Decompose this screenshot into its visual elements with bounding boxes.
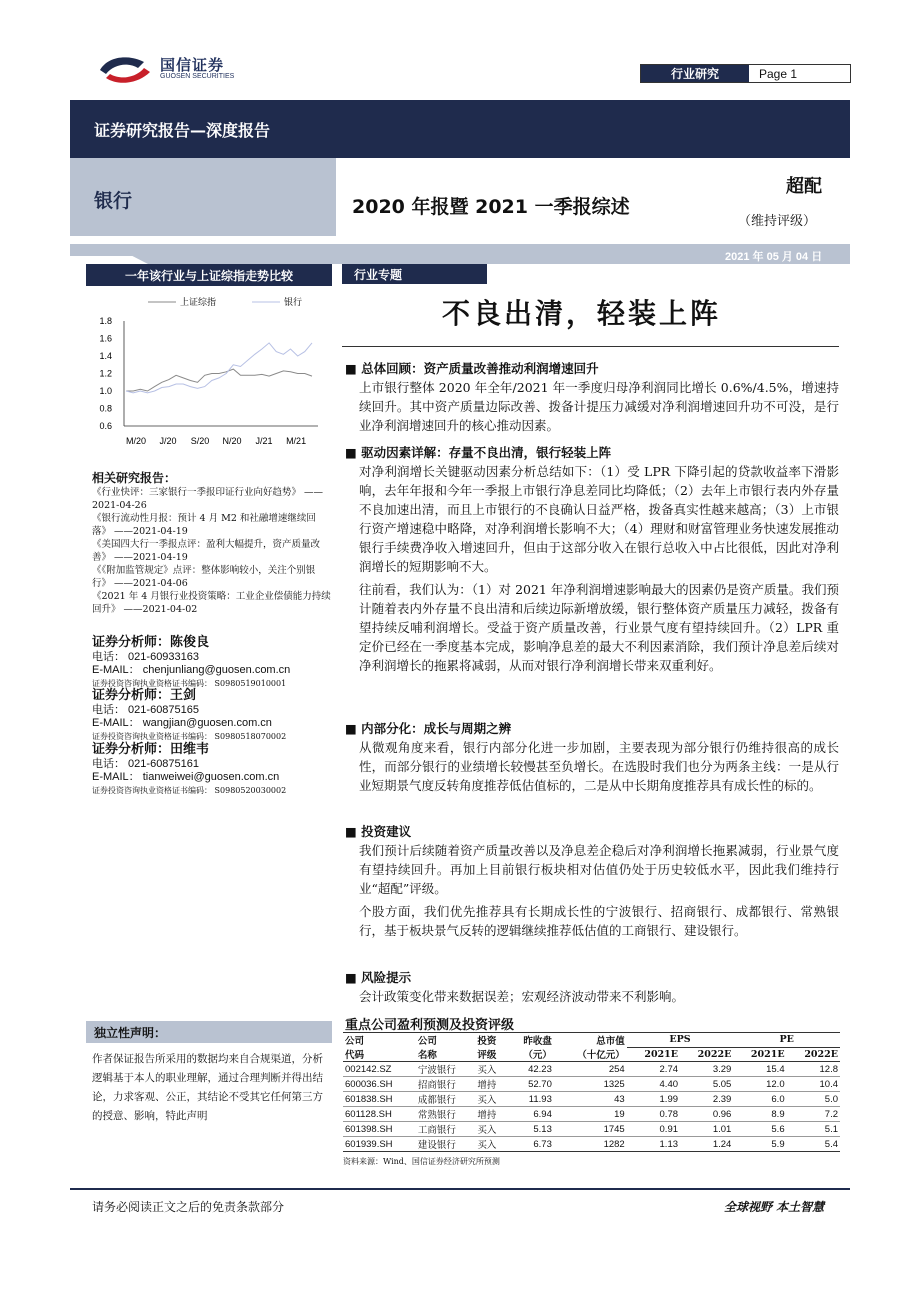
table-cell: 1325 [554,1077,627,1092]
analyst-block [92,741,332,797]
footer-slogan: 全球视野 本土智慧 [724,1200,825,1214]
table-cell: 19 [554,1107,627,1122]
table-header-row [343,1033,840,1048]
x-tick-label: S/20 [190,436,210,446]
y-tick-label: 0.8 [99,403,112,414]
table-cell: 5.4 [787,1137,840,1152]
table-header: （元） [508,1047,554,1062]
section-paragraph: 我们预计后续随着资产质量改善以及净息差企稳后对净利润增长拖累减弱，行业景气度有望持续回升。再加上目前银行板块相对估值仍处于历史较低水平，因此我们维持行业“超配”评级。 [359,843,839,896]
table-row [343,1107,840,1122]
analyst-cert: 证券投资咨询执业资格证书编码： S0980518070002 [92,732,287,741]
table-header: 2021E [627,1047,680,1062]
table-cell: 1745 [554,1122,627,1137]
table-row [343,1137,840,1152]
section-paragraph: 对净利润增长关键驱动因素分析总结如下：（1）受 LPR 下降引起的贷款收益率下滑影响，去年年报和今年一季报上市银行净息差同比均降低；（2）去年上市银行表内外存量不良加速出清，而且上市银行的不良确认日益严格，拨备真实性越来越高；（3）上市银行资产增速稳中略降，对净利润增长影响不大；（4）理财和财富管理业务快速发展推动银行手续费净收入增速回升，但由于这部分收入在银行总收入中占比很低，因此对净利润增长的短期影响不大。 [359,464,839,574]
series-line [126,343,312,393]
analyst-phone: 电话： 021-60875161 [92,758,200,770]
table-header: 投资 [477,1036,497,1047]
table-cell: 12.0 [733,1077,786,1092]
x-tick-label: M/20 [125,436,147,446]
chart-heading: 一年该行业与上证综指走势比较 [86,264,332,286]
y-tick-label: 1.6 [99,333,112,344]
table-header: （十亿元） [554,1047,627,1062]
table-cell: 52.70 [508,1077,554,1092]
brand-name-cn: 国信证券 [160,56,225,74]
analyst-email[interactable]: E-MAIL： tianweiwei@guosen.com.cn [92,771,280,783]
related-list [92,486,332,616]
section-heading: ■ 驱动因素详解：存量不良出清，银行轻装上阵 [345,445,612,460]
related-item: 《银行流动性月报：预计 4 月 M2 和社融增速继续回落》 ——2021-04-19 [92,513,316,537]
table-row [343,1122,840,1137]
table-header: 昨收盘 [523,1036,552,1047]
x-tick-label: J/20 [159,436,177,446]
table-cell: 买入 [475,1092,508,1107]
headline: 不良出清，轻装上阵 [442,297,722,330]
footer-disclaimer: 请务必阅读正文之后的免责条款部分 [92,1200,285,1214]
table-header: 总市值 [596,1036,625,1047]
table-cell: 2.74 [627,1062,680,1077]
table-cell: 12.8 [787,1062,840,1077]
table-header: 2022E [680,1047,733,1062]
table-header: 代码 [343,1047,416,1062]
rating: 超配 [786,176,822,197]
y-tick-label: 1.8 [99,316,112,326]
table-cell: 6.73 [508,1137,554,1152]
section-paragraph: 个股方面，我们优先推荐具有长期成长性的宁波银行、招商银行、成都银行、常熟银行，基于板块景气反转的逻辑继续推荐低估值的工商银行、建设银行。 [359,904,839,938]
analyst-phone: 电话： 021-60933163 [92,651,200,663]
table-cell: 10.4 [787,1077,840,1092]
analyst-email[interactable]: E-MAIL： wangjian@guosen.com.cn [92,717,272,729]
table-cell: 601838.SH [343,1092,416,1107]
table-row [343,1092,840,1107]
table-cell: 1282 [554,1137,627,1152]
section-paragraph: 会计政策变化带来数据误差；宏观经济波动带来不利影响。 [359,989,685,1004]
table-cell: 常熟银行 [416,1107,475,1122]
divider [342,346,839,347]
table-cell: 2.39 [680,1092,733,1107]
y-tick-label: 1.2 [99,368,112,379]
header-category: 行业研究 [641,65,749,82]
table-cell: 6.94 [508,1107,554,1122]
table-cell: 002142.SZ [343,1062,416,1077]
table-cell: 5.0 [787,1092,840,1107]
table-cell: 增持 [475,1077,508,1092]
analyst-email[interactable]: E-MAIL： chenjunliang@guosen.com.cn [92,664,291,676]
analyst-name: 证券分析师：陈俊良 [92,635,210,650]
table-header: 公司 [417,1036,437,1047]
footer-divider [70,1188,850,1190]
table-header: EPS [627,1033,734,1048]
table-cell: 招商银行 [416,1077,475,1092]
table-cell: 601128.SH [343,1107,416,1122]
header-box [640,64,851,83]
table-header: 公司 [345,1036,365,1047]
table-cell: 11.93 [508,1092,554,1107]
related-item: 《美国四大行一季报点评：盈利大幅提升，资产质量改善》 ——2021-04-19 [92,539,321,563]
table-cell: 7.2 [787,1107,840,1122]
report-type-band [70,100,850,158]
related-item: 《行业快评：三家银行一季报印证行业向好趋势》 ——2021-04-26 [92,487,324,511]
table-cell: 5.9 [733,1137,786,1152]
report-type: 证券研究报告—深度报告 [94,121,271,140]
section-heading: ■ 内部分化：成长与周期之辨 [345,721,512,736]
industry-band [70,158,336,236]
brand-name-en: GUOSEN SECURITIES [160,73,235,80]
analyst-phone: 电话： 021-60875165 [92,704,200,716]
y-tick-label: 0.6 [99,421,112,431]
x-tick-label: N/20 [222,436,242,446]
report-tag: 行业专题 [342,264,487,284]
table-header-row [343,1047,840,1062]
report-title: 2020 年报暨 2021 一季报综述 [352,196,630,218]
section-risk [345,969,839,1006]
table-cell: 0.91 [627,1122,680,1137]
table-cell: 42.23 [508,1062,554,1077]
table-cell: 买入 [475,1137,508,1152]
table-header: 评级 [475,1047,508,1062]
section-heading: ■ 总体回顾：资产质量改善推动利润增速回升 [345,361,599,376]
table-cell: 宁波银行 [416,1062,475,1077]
table-row [343,1062,840,1077]
table-cell: 5.6 [733,1122,786,1137]
industry-name: 银行 [94,190,133,212]
table-cell: 工商银行 [416,1122,475,1137]
table-cell: 成都银行 [416,1092,475,1107]
related-title: 相关研究报告： [92,471,177,485]
table-cell: 1.99 [627,1092,680,1107]
page-number: Page 1 [759,66,798,81]
table-cell: 买入 [475,1122,508,1137]
table-cell: 254 [554,1062,627,1077]
table-cell: 8.9 [733,1107,786,1122]
analyst-block [92,687,332,743]
analyst-name: 证券分析师：王剑 [92,688,197,703]
y-tick-label: 1.0 [99,386,112,396]
analyst-cert: 证券投资咨询执业资格证书编码： S0980520030002 [92,786,287,795]
independence-text: 作者保证报告所采用的数据均来自合规渠道，分析逻辑基于本人的职业理解，通过合理判断并得出结论，力求客观、公正，其结论不受其它任何第三方的授意、影响，特此声明 [92,1053,323,1122]
table-header: 2021E [733,1047,786,1062]
table-cell: 601939.SH [343,1137,416,1152]
section-heading: ■ 风险提示 [345,970,412,985]
forecast-table [343,1032,840,1152]
rating-note: （维持评级） [738,214,817,229]
x-tick-label: J/21 [255,436,273,446]
table-cell: 601398.SH [343,1122,416,1137]
section-paragraph: 从微观角度来看，银行内部分化进一步加剧，主要表现为部分银行仍维持很高的成长性，而部分银行的业绩增长较慢甚至负增长。在选股时我们也分为两条主线：一是从行业短期景气度反转角度推荐低估值标的，二是从中长期角度推荐具有成长性的标的。 [359,740,839,793]
independence-title: 独立性声明： [86,1021,332,1043]
section-paragraph: 上市银行整体 2020 年全年/2021 年一季度归母净利润同比增长 0.6%/4.5%，增速持续回升。其中资产质量边际改善、拨备计提压力减缓对净利润增速回升功不可没，是行业净利润增速回升的核心推动因素。 [359,380,839,433]
series-line [126,369,312,391]
analyst-cert: 证券投资咨询执业资格证书编码： S0980519010001 [92,679,287,688]
related-item: 《《附加监管规定》点评：整体影响较小，关注个别银行》 ——2021-04-06 [92,565,316,589]
table-source: 资料来源：Wind、国信证券经济研究所预测 [343,1157,500,1166]
table-cell: 15.4 [733,1062,786,1077]
table-cell: 0.78 [627,1107,680,1122]
section-drivers [345,444,839,675]
section-heading: ■ 投资建议 [345,824,412,839]
trend-chart [86,290,332,450]
section-divergence [345,720,839,795]
table-cell: 增持 [475,1107,508,1122]
legend-label: 银行 [284,298,303,308]
section-overview [345,360,839,435]
table-cell: 4.40 [627,1077,680,1092]
analyst-block [92,634,332,690]
table-cell: 5.13 [508,1122,554,1137]
table-cell: 600036.SH [343,1077,416,1092]
table-row [343,1077,840,1092]
table-cell: 5.05 [680,1077,733,1092]
related-item: 《2021 年 4 月银行业投资策略：工业企业偿债能力持续回升》 ——2021-04-02 [92,591,331,615]
report-date: 2021 年 05 月 04 日 [725,251,823,263]
x-tick-label: M/21 [286,436,307,446]
table-cell: 3.29 [680,1062,733,1077]
analyst-name: 证券分析师：田维韦 [92,742,210,757]
table-cell: 5.1 [787,1122,840,1137]
table-header: 名称 [416,1047,475,1062]
section-paragraph: 往前看，我们认为：（1）对 2021 年净利润增速影响最大的因素仍是资产质量。我们预计随着表内外存量不良出清和后续边际新增放缓，银行整体资产质量压力减轻，拨备有望持续反哺利润增长。受益于资产质量改善，行业景气度有望持续回升。（2）LPR 重定价已经在一季度基本完成，影响净息差的最大不利因素消除，我们预计净息差后续对净利润增长的拖累将减弱，从而对银行净利润增长带来双重利好。 [359,582,839,673]
table-cell: 0.96 [680,1107,733,1122]
table-cell: 1.13 [627,1137,680,1152]
table-cell: 1.01 [680,1122,733,1137]
table-header: 2022E [787,1047,840,1062]
table-title: 重点公司盈利预测及投资评级 [345,1018,515,1033]
section-investment [345,823,839,940]
table-header: PE [733,1033,840,1048]
table-cell: 6.0 [733,1092,786,1107]
table-cell: 1.24 [680,1137,733,1152]
table-cell: 43 [554,1092,627,1107]
table-cell: 买入 [475,1062,508,1077]
y-tick-label: 1.4 [99,351,112,361]
legend-label: 上证综指 [180,298,217,308]
table-cell: 建设银行 [416,1137,475,1152]
